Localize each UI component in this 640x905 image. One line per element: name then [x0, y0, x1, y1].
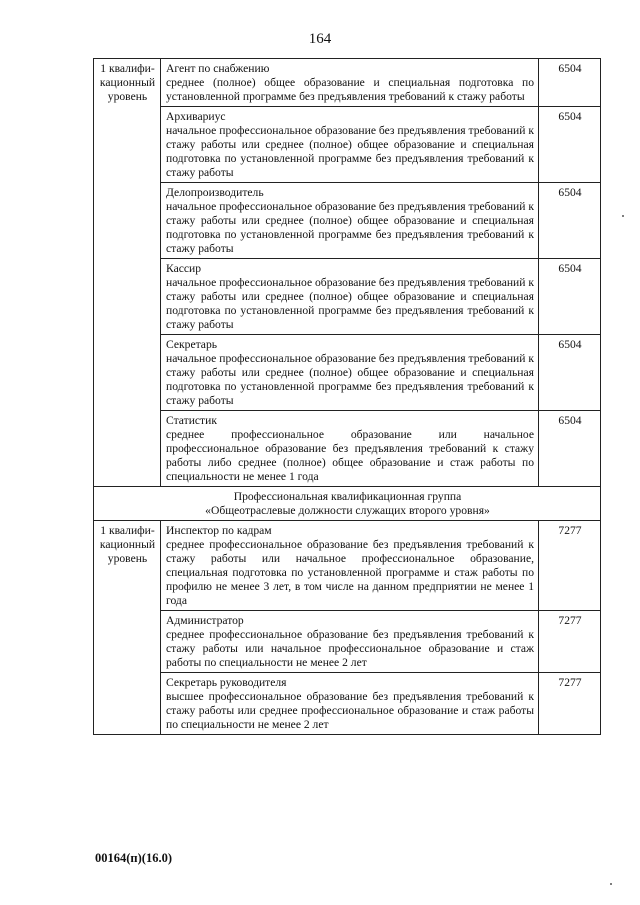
position-requirements: среднее профессиональное образование без предъявления требований к стажу работы или начальное профессиональное образование и стаж работы по специальности не менее 2 лет — [166, 628, 534, 669]
position-title: Секретарь руководителя — [166, 676, 287, 689]
table-row — [94, 107, 601, 183]
position-requirements: начальное профессиональное образование без предъявления требований к стажу работы или среднее (полное) общее образование и специальная подготовка по установленной программе без предъявления требований к стажу работы — [166, 352, 534, 407]
position-requirements: среднее (полное) общее образование и специальная подготовка по установленной программе без предъявления требований к стажу работы — [166, 76, 534, 103]
group-header-line1: Профессиональная квалификационная группа — [233, 490, 462, 503]
position-cell — [161, 107, 539, 183]
position-requirements: высшее профессиональное образование без предъявления требований к стажу работы или среднее профессиональное образование и стаж работы по специальности не менее 2 лет — [166, 690, 534, 731]
position-title: Архивариус — [166, 110, 226, 123]
position-cell — [161, 411, 539, 487]
position-cell — [161, 259, 539, 335]
qualification-table — [93, 58, 601, 735]
salary-cell: 6504 — [539, 59, 601, 107]
salary-cell: 6504 — [539, 335, 601, 411]
table-row — [94, 673, 601, 735]
qualification-table-body — [94, 59, 601, 735]
position-requirements: начальное профессиональное образование без предъявления требований к стажу работы или среднее (полное) общее образование и специальная подготовка по установленной программе без предъявления требований к стажу работы — [166, 276, 534, 331]
qualification-level-cell: 1 квалифи-кационный уровень — [94, 521, 161, 735]
position-cell — [161, 611, 539, 673]
position-cell — [161, 673, 539, 735]
position-cell — [161, 521, 539, 611]
salary-cell: 7277 — [539, 521, 601, 611]
table-row — [94, 259, 601, 335]
qualification-level-cell: 1 квалифи-кационный уровень — [94, 59, 161, 487]
salary-cell: 6504 — [539, 107, 601, 183]
group-header-row — [94, 487, 601, 521]
position-cell — [161, 59, 539, 107]
document-code: 00164(п)(16.0) — [95, 851, 172, 865]
table-row — [94, 335, 601, 411]
salary-cell: 7277 — [539, 673, 601, 735]
position-requirements: начальное профессиональное образование без предъявления требований к стажу работы или среднее (полное) общее образование и специальная подготовка по установленной программе без предъявления требований к стажу работы — [166, 124, 534, 179]
position-cell — [161, 335, 539, 411]
position-requirements: начальное профессиональное образование без предъявления требований к стажу работы или среднее (полное) общее образование и специальная подготовка по установленной программе без предъявления требований к стажу работы — [166, 200, 534, 255]
table-row — [94, 521, 601, 611]
salary-cell: 6504 — [539, 259, 601, 335]
table-row — [94, 183, 601, 259]
group-header-line2: «Общеотраслевые должности служащих второго уровня» — [205, 504, 490, 517]
table-row — [94, 411, 601, 487]
page-number: 164 — [308, 31, 332, 47]
group-header-cell — [94, 487, 601, 521]
position-cell — [161, 183, 539, 259]
scan-speck — [610, 883, 612, 885]
position-title: Делопроизводитель — [166, 186, 264, 199]
position-requirements: среднее профессиональное образование без предъявления требований к стажу работы или начальное профессиональное образование, специальная подготовка по установленной программе и стаж работы по профилю не менее 3 лет, в том числе на данном предприятии не менее 1 года — [166, 538, 534, 607]
salary-cell: 6504 — [539, 411, 601, 487]
table-row — [94, 611, 601, 673]
salary-cell: 7277 — [539, 611, 601, 673]
position-title: Кассир — [166, 262, 202, 275]
position-title: Секретарь — [166, 338, 218, 351]
position-requirements: среднее профессиональное образование или начальное профессиональное образование без предъявления требований к стажу работы либо среднее (полное) общее образование и стаж работы по специальности не менее 1 года — [166, 428, 534, 483]
position-title: Статистик — [166, 414, 217, 427]
position-title: Инспектор по кадрам — [166, 524, 272, 537]
table-row — [94, 59, 601, 107]
scan-speck — [622, 215, 624, 217]
position-title: Агент по снабжению — [166, 62, 270, 75]
position-title: Администратор — [166, 614, 244, 627]
salary-cell: 6504 — [539, 183, 601, 259]
